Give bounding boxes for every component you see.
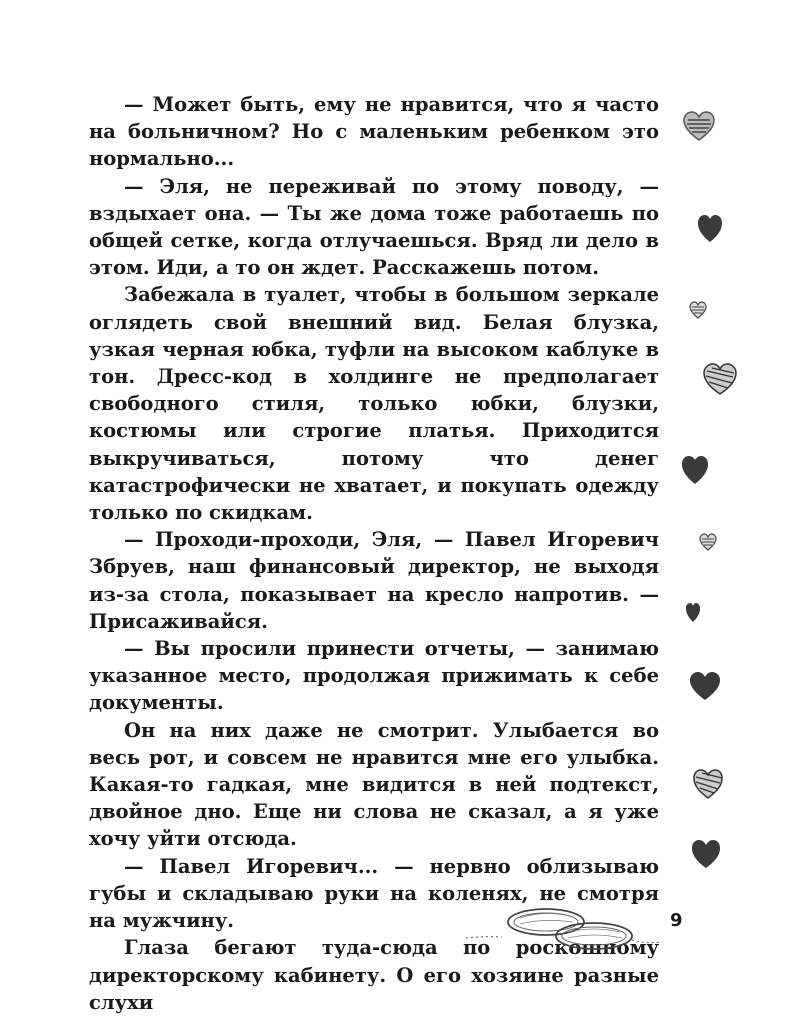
heart-icon — [682, 110, 716, 142]
paragraph-3: Забежала в туалет, чтобы в большом зеркале оглядеть свой внешний вид. Белая блузка, узкая черная юбка, туфли на высоком каблуке в тон. Дресс-код в холдинге не предполагает свободного стиля, только юбки, блузки, костюмы или строгие платья. Приходится выкручиваться, потому что денег катастрофически не хватает, и покупать одежду только по скидкам. — [89, 283, 659, 525]
paragraph-6: Он на них даже не смотрит. Улыбается во весь рот, и совсем не нравится мне его улыбка. Какая-то гадкая, мне видится в ней подтекст, двойное дно. Еще ни слова не сказал, а я уже хочу уйти отсюда. — [89, 718, 659, 851]
paragraph-4: — Проходи-проходи, Эля, — Павел Игоревич Збруев, наш финансовый директор, не выходя из-за стола, показывает на кресло напротив. — Присаживайся. — [89, 528, 659, 633]
paragraph-5: — Вы просили принести отчеты, — занимаю указанное место, продолжая прижимать к себе документы. — [89, 637, 659, 715]
heart-decorations — [660, 0, 770, 1000]
heart-icon — [688, 300, 708, 320]
heart-icon — [688, 670, 722, 702]
paragraph-8: Глаза бегают туда-сюда по роскошному директорскому кабинету. О его хозяине разные слухи — [89, 936, 659, 1014]
heart-icon — [692, 768, 724, 800]
paragraph-7: — Павел Игоревич... — нервно облизываю губы и складываю руки на коленях, не смотря на мужчину. — [89, 854, 659, 933]
paragraph-1: — Может быть, ему не нравится, что я часто на больничном? Но с маленьким ребенком это нормально... — [89, 93, 659, 171]
heart-icon — [690, 836, 722, 870]
page-number: 9 — [670, 910, 683, 931]
heart-icon — [702, 362, 738, 396]
heart-icon — [680, 452, 710, 486]
body-text — [89, 91, 659, 1016]
paragraph-2: — Эля, не переживай по этому поводу, — вздыхает она. — Ты же дома тоже работаешь по общей сетке, когда отлучаешься. Вряд ли дело в этом. Иди, а то он ждет. Расскажешь потом. — [89, 174, 659, 280]
heart-icon — [684, 600, 702, 624]
wedding-rings-icon — [464, 896, 664, 956]
heart-icon — [696, 212, 724, 244]
heart-icon — [698, 532, 718, 552]
